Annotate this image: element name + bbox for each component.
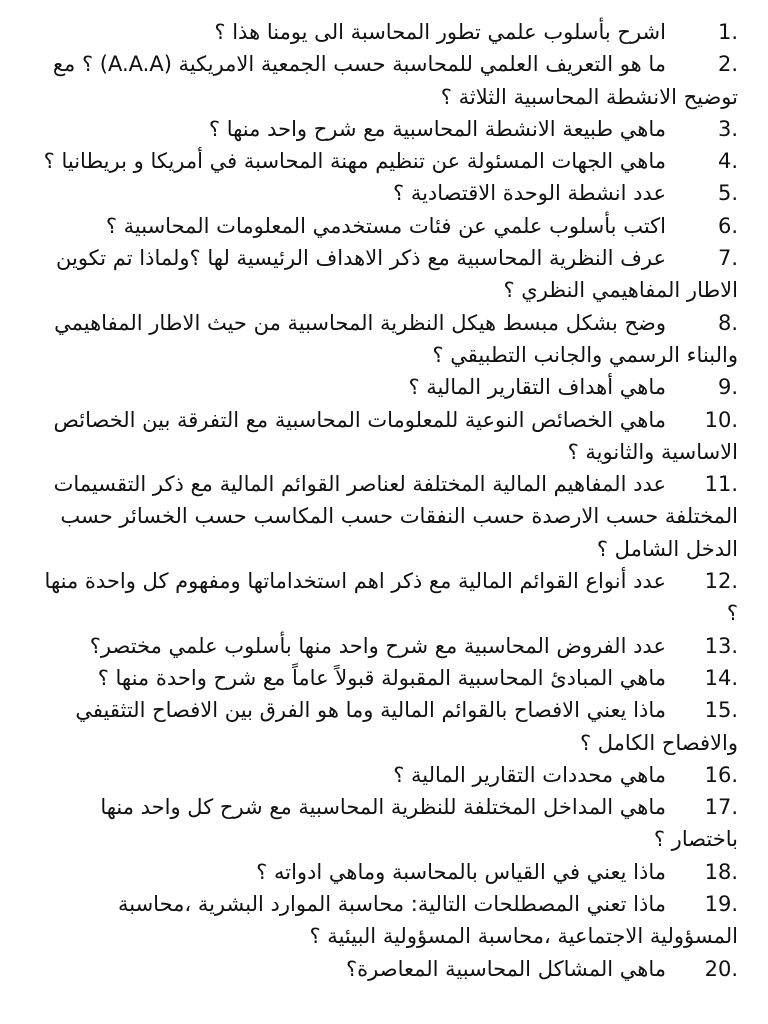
question-text: ماذا يعني الافصاح بالقوائم المالية وما هو الفرق بين الافصاح التثقيفي والافصاح الكامل ؟	[75, 698, 738, 755]
question-item	[40, 113, 738, 145]
question-item	[40, 468, 738, 565]
question-text: اكتب بأسلوب علمي عن فئات مستخدمي المعلومات المحاسبية ؟	[105, 213, 666, 238]
question-number: 19.	[704, 892, 738, 917]
question-text: ماهي الجهات المسئولة عن تنظيم مهنة المحاسبة في أمريكا و بريطانيا ؟	[43, 149, 666, 174]
question-number: 14.	[704, 665, 738, 690]
question-item	[40, 694, 738, 759]
question-number: 12.	[704, 569, 738, 594]
question-text: اشرح بأسلوب علمي تطور المحاسبة الى يومنا هذا ؟	[214, 20, 666, 44]
question-number: 10.	[704, 407, 738, 432]
question-item	[40, 145, 738, 177]
question-list	[40, 16, 738, 985]
question-number: 9.	[717, 375, 738, 400]
question-number: 4.	[717, 149, 738, 174]
question-item	[40, 177, 738, 209]
question-text: ماذا يعني في القياس بالمحاسبة وماهي ادواته ؟	[256, 859, 666, 884]
question-item	[40, 630, 738, 662]
question-item	[40, 371, 738, 403]
question-item	[40, 791, 738, 856]
question-text: ماهي المبادئ المحاسبية المقبولة قبولاً عاماً مع شرح واحدة منها ؟	[97, 665, 666, 690]
question-item	[40, 888, 738, 953]
question-number: 20.	[704, 956, 738, 981]
question-number: 7.	[717, 246, 738, 271]
question-item	[40, 48, 738, 113]
question-item	[40, 16, 738, 48]
question-number: 1.	[717, 20, 738, 44]
question-item	[40, 565, 738, 630]
question-number: 5.	[717, 181, 738, 206]
question-number: 11.	[704, 472, 738, 497]
question-number: 17.	[704, 795, 738, 820]
question-item	[40, 307, 738, 372]
question-item	[40, 759, 738, 791]
question-text: عدد الفروض المحاسبية مع شرح واحد منها بأسلوب علمي مختصر؟	[89, 633, 666, 658]
question-text: عدد انشطة الوحدة الاقتصادية ؟	[393, 181, 666, 206]
question-number: 8.	[717, 310, 738, 335]
question-text: وضح بشكل مبسط هيكل النظرية المحاسبية من حيث الاطار المفاهيمي والبناء الرسمي والجانب التطبيقي ؟	[54, 310, 738, 367]
question-item	[40, 242, 738, 307]
question-text: ماهي أهداف التقارير المالية ؟	[408, 375, 666, 400]
question-text: ماهي طبيعة الانشطة المحاسبية مع شرح واحد منها ؟	[208, 116, 666, 141]
question-item	[40, 210, 738, 242]
question-number: 18.	[704, 859, 738, 884]
question-text: عدد المفاهيم المالية المختلفة لعناصر القوائم المالية مع ذكر التقسيمات المختلفة حسب الارصدة حسب النفقات حسب المكاسب حسب الخسائر حسب الدخل الشامل ؟	[53, 472, 738, 561]
question-text: ماهي المشاكل المحاسبية المعاصرة؟	[346, 956, 666, 981]
question-text: عدد أنواع القوائم المالية مع ذكر اهم استخداماتها ومفهوم كل واحدة منها ؟	[44, 569, 738, 626]
question-number: 16.	[704, 762, 738, 787]
question-item	[40, 856, 738, 888]
question-text: ماهي المداخل المختلفة للنظرية المحاسبية مع شرح كل واحد منها باختصار ؟	[100, 795, 738, 852]
question-number: 15.	[704, 698, 738, 723]
question-text: ما هو التعريف العلمي للمحاسبة حسب الجمعية الامريكية (A.A.A) ؟ مع توضيح الانشطة المحاسبية الثلاثة ؟	[52, 52, 738, 109]
question-text: ماهي محددات التقارير المالية ؟	[393, 762, 666, 787]
question-number: 2.	[717, 52, 738, 77]
question-text: ماذا تعني المصطلحات التالية: محاسبة الموارد البشرية ،محاسبة المسؤولية الاجتماعية ،محاسبة المسؤولية البيئية ؟	[117, 892, 738, 949]
question-number: 3.	[717, 116, 738, 141]
question-text: ماهي الخصائص النوعية للمعلومات المحاسبية مع التفرقة بين الخصائص الاساسية والثانوية ؟	[53, 407, 738, 464]
question-number: 6.	[717, 213, 738, 238]
question-item	[40, 662, 738, 694]
question-item	[40, 404, 738, 469]
question-item	[40, 953, 738, 985]
question-text: عرف النظرية المحاسبية مع ذكر الاهداف الرئيسية لها ؟ولماذا تم تكوين الاطار المفاهيمي النظري ؟	[55, 246, 738, 303]
question-number: 13.	[704, 633, 738, 658]
